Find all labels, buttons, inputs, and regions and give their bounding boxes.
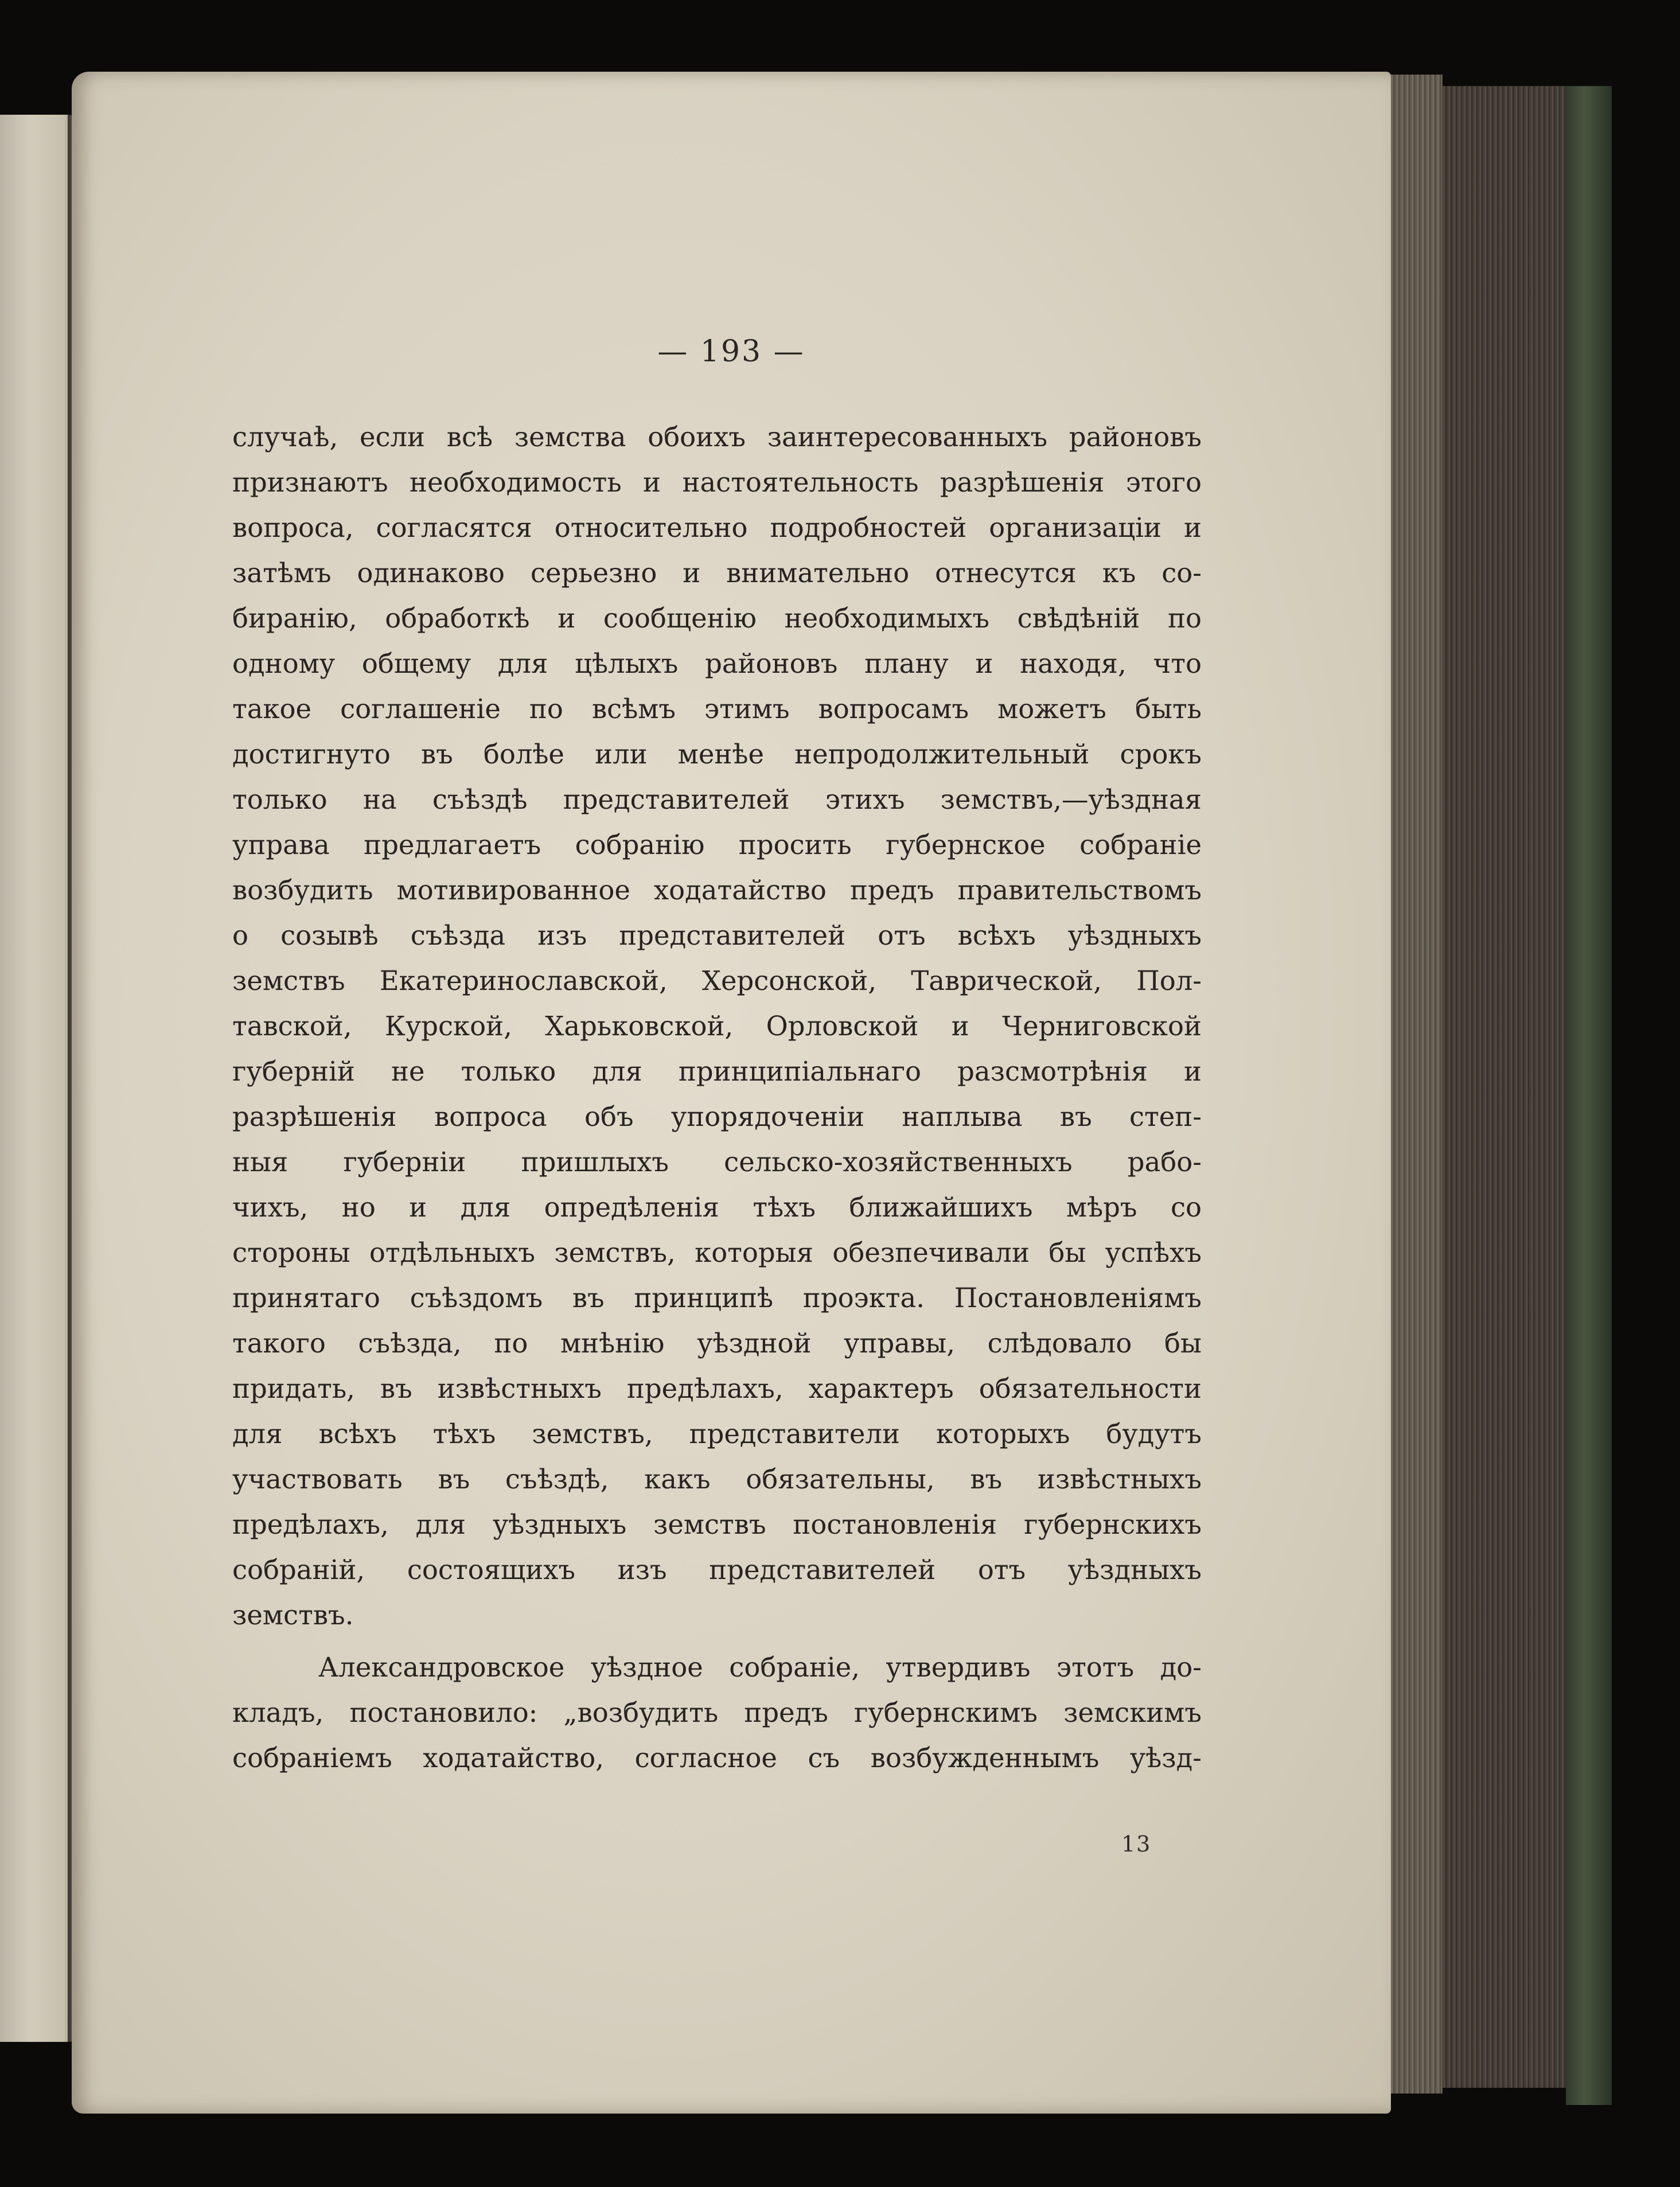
text-line: участвовать въ съѣздѣ, какъ обязательны, въ извѣстныхъ <box>232 1464 1202 1495</box>
text-line: о созывѣ съѣзда изъ представителей отъ всѣхъ уѣздныхъ <box>232 920 1202 951</box>
paragraph-2 <box>232 1645 1202 1781</box>
text-line: такое соглашеніе по всѣмъ этимъ вопросамъ можетъ быть <box>232 693 1202 724</box>
text-line: возбудить мотивированное ходатайство предъ правительствомъ <box>232 875 1202 906</box>
book-cover-edge <box>1566 86 1612 2105</box>
text-line: тавской, Курской, Харьковской, Орловской и Черниговской <box>232 1011 1202 1042</box>
text-line: земствъ. <box>232 1600 354 1631</box>
text-line: придать, въ извѣстныхъ предѣлахъ, характеръ обязательности <box>232 1373 1202 1404</box>
signature-mark: 13 <box>1121 1831 1152 1857</box>
text-line: для всѣхъ тѣхъ земствъ, представители которыхъ будутъ <box>232 1418 1202 1449</box>
text-line: земствъ Екатеринославской, Херсонской, Таврической, Пол- <box>232 965 1202 996</box>
paragraph-1 <box>232 415 1202 1638</box>
text-line: случаѣ, если всѣ земства обоихъ заинтересованныхъ районовъ <box>232 422 1202 453</box>
page-edges-dark <box>1443 86 1566 2088</box>
text-line: разрѣшенія вопроса объ упорядоченіи наплыва въ степ- <box>232 1101 1202 1132</box>
paragraph-gap <box>232 1638 1202 1645</box>
text-line: достигнуто въ болѣе или менѣе непродолжительный срокъ <box>232 739 1202 770</box>
text-line: такого съѣзда, по мнѣнію уѣздной управы, слѣдовало бы <box>232 1328 1202 1359</box>
page-edges <box>1385 75 1443 2094</box>
text-line: только на съѣздѣ представителей этихъ земствъ,—уѣздная <box>232 784 1202 815</box>
text-line: принятаго съѣздомъ въ принципѣ проэкта. Постановленіямъ <box>232 1282 1202 1313</box>
text-line: стороны отдѣльныхъ земствъ, которыя обезпечивали бы успѣхъ <box>232 1237 1202 1268</box>
body-text <box>232 415 1202 1781</box>
left-facing-page <box>0 115 75 2042</box>
page-number: — 193 — <box>657 334 805 369</box>
text-line: Александровское уѣздное собраніе, утвердивъ этотъ до- <box>318 1652 1202 1683</box>
text-line: вопроса, согласятся относительно подробностей организаціи и <box>232 512 1202 543</box>
text-line: предѣлахъ, для уѣздныхъ земствъ постановленія губернскихъ <box>232 1509 1202 1540</box>
text-line: управа предлагаетъ собранію просить губернское собраніе <box>232 829 1202 860</box>
text-line: собраніемъ ходатайство, согласное съ возбужденнымъ уѣзд- <box>232 1742 1202 1773</box>
text-line: одному общему для цѣлыхъ районовъ плану и находя, что <box>232 648 1202 679</box>
text-line: ныя губерніи пришлыхъ сельско-хозяйственныхъ рабо- <box>232 1147 1202 1178</box>
text-line: собраній, состоящихъ изъ представителей отъ уѣздныхъ <box>232 1554 1202 1585</box>
text-line: биранію, обработкѣ и сообщенію необходимыхъ свѣдѣній по <box>232 603 1202 634</box>
text-line: чихъ, но и для опредѣленія тѣхъ ближайшихъ мѣръ со <box>232 1192 1202 1223</box>
text-line: признаютъ необходимость и настоятельность разрѣшенія этого <box>232 467 1202 498</box>
book-page <box>72 72 1391 2114</box>
text-line: затѣмъ одинаково серьезно и внимательно отнесутся къ со- <box>232 558 1202 588</box>
text-line: кладъ, постановило: „возбудить предъ губернскимъ земскимъ <box>232 1697 1202 1728</box>
text-line: губерній не только для принципіальнаго разсмотрѣнія и <box>232 1056 1202 1087</box>
